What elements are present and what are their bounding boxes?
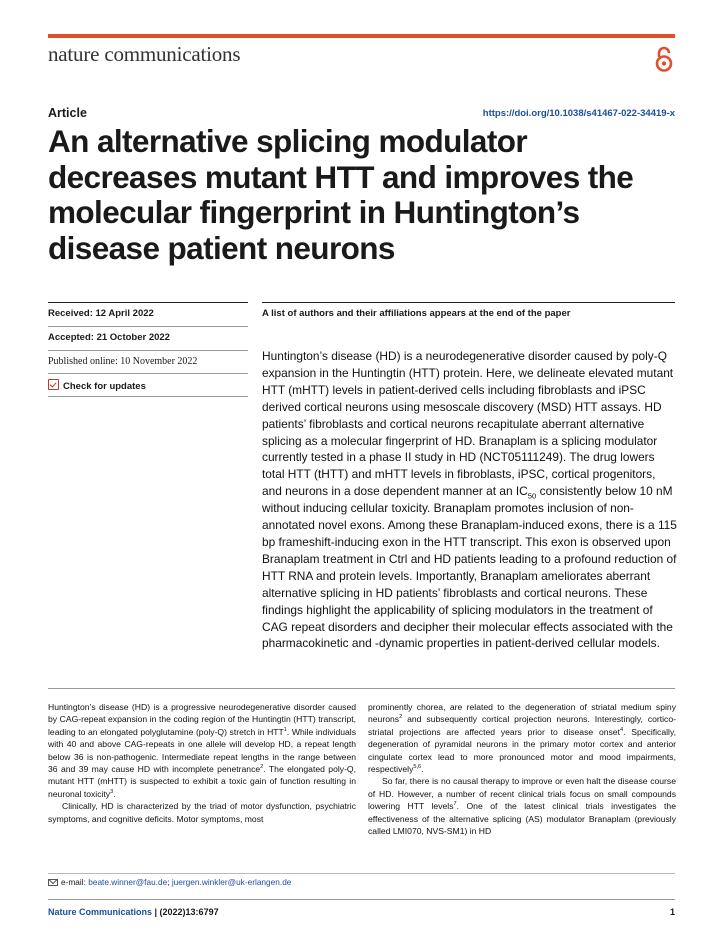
accepted-date: Accepted: 21 October 2022: [48, 332, 170, 343]
header-accent-bar: [48, 34, 675, 38]
meta-divider: [48, 396, 248, 397]
footer-citation: Nature Communications | (2022)13:6797: [48, 907, 219, 917]
journal-name: nature communications: [48, 42, 241, 66]
published-date: Published online: 10 November 2022: [48, 356, 198, 367]
body-paragraph: So far, there is no causal therapy to improve or even halt the disease course of HD. However, a number of recent clinical trials focus on small compounds lowering HTT levels$^7$. One of the latest clinical trials investigates the effectiveness of the alternative splicing (AS) modulator Branaplam (previously called LMI070, NVS-SM1) in HD: [368, 776, 676, 837]
body-paragraph: Huntington’s disease (HD) is a progressive neurodegenerative disorder caused by CAG-repeat expansion in the coding region of the Huntingtin (HTT) transcript, leading to an elongated polyglutamine (poly-Q) stretch in HTT$^1$. While individuals with 40 and above CAG-repeats in one allele will develop HD, a repeat length below 36 is non-pathogenic. Intermediate repeat lengths in the range between 36 and 39 may cause HD with incomplete penetrance$^2$. The elongated poly-Q, mutant HTT (mHTT) is suspected to exhibit a toxic gain of function resulting in neuronal toxicity$^3$.: [48, 702, 357, 799]
email-link[interactable]: beate.winner@fau.de: [88, 877, 168, 887]
authors-note: A list of authors and their affiliations appears at the end of the paper: [262, 308, 571, 319]
meta-divider: [48, 326, 248, 327]
body-paragraph: prominently chorea, are related to the degeneration of striatal medium spiny neurons$^2$ and subsequently cortical projection neurons. Interestingly, cortico-striatal projections are affected years prior to disease onset$^4$. Specifically, degeneration of pyramidal neurons in the primary motor cortex and anterior cingulate cortex lead to more pronounced motor and mood impairments, respectively$^{5,6}$.: [368, 702, 676, 775]
meta-divider: [48, 350, 248, 351]
authors-divider: [262, 302, 675, 303]
check-updates-icon: [48, 379, 59, 390]
received-date: Received: 12 April 2022: [48, 308, 154, 319]
article-type: Article: [48, 106, 87, 120]
open-access-icon[interactable]: [652, 45, 676, 73]
body-column-left: [48, 701, 356, 825]
check-updates-button[interactable]: Check for updates: [48, 379, 248, 392]
meta-divider: [48, 373, 248, 374]
doi-link[interactable]: https://doi.org/10.1038/s41467-022-34419-x: [482, 108, 675, 119]
page-number: 1: [669, 907, 675, 917]
article-title: An alternative splicing modulator decreases mutant HTT and improves the molecular fingerprint in Huntington’s disease patient neurons: [48, 123, 634, 266]
contact-email: e-mail: beate.winner@fau.de; juergen.winkler@uk-erlangen.de: [48, 877, 291, 887]
body-paragraph: Clinically, HD is characterized by the triad of motor dysfunction, psychiatric symptoms, and cognitive deficits. Motor symptoms, most: [48, 801, 356, 824]
body-column-right: [368, 701, 676, 837]
email-link[interactable]: juergen.winkler@uk-erlangen.de: [171, 877, 292, 887]
abstract: Huntington’s disease (HD) is a neurodegenerative disorder caused by poly-Q expansion in the Huntingtin (HTT) protein. Here, we delineate elevated mutant HTT (mHTT) levels in patient-derived cells including fibroblasts and iPSC derived cortical neurons using mesoscale discovery (MSD) HTT assays. HD patients’ fibroblasts and cortical neurons recapitulate aberrant alternative splicing as a molecular fingerprint of HD. Branaplam is a splicing modulator currently tested in a phase II study in HD (NCT05111249). The drug lowers total HTT (tHTT) and mHTT levels in fibroblasts, iPSC, cortical progenitors, and neurons in a dose dependent manner at an $IC_{50}$ consistently below 10 nM without inducing cellular toxicity. Branaplam promotes inclusion of non-annotated novel exons. Among these Branaplam-induced exons, there is a 115 bp frameshift-inducing exon in the HTT transcript. This exon is observed upon Branaplam treatment in Ctrl and HD patients leading to a profound reduction of HTT RNA and protein levels. Importantly, Branaplam ameliorates aberrant alternative splicing in HD patients’ fibroblasts and cortical neurons. These findings highlight the applicability of splicing modulators in the treatment of CAG repeat disorders and decipher their molecular effects associated with the pharmacokinetic and -dynamic properties in patient-derived cellular models.: [262, 349, 677, 651]
footer-divider: [48, 899, 675, 900]
meta-divider: [48, 302, 248, 303]
mail-icon: [48, 879, 58, 886]
section-divider: [48, 688, 675, 689]
email-divider: [48, 873, 675, 874]
